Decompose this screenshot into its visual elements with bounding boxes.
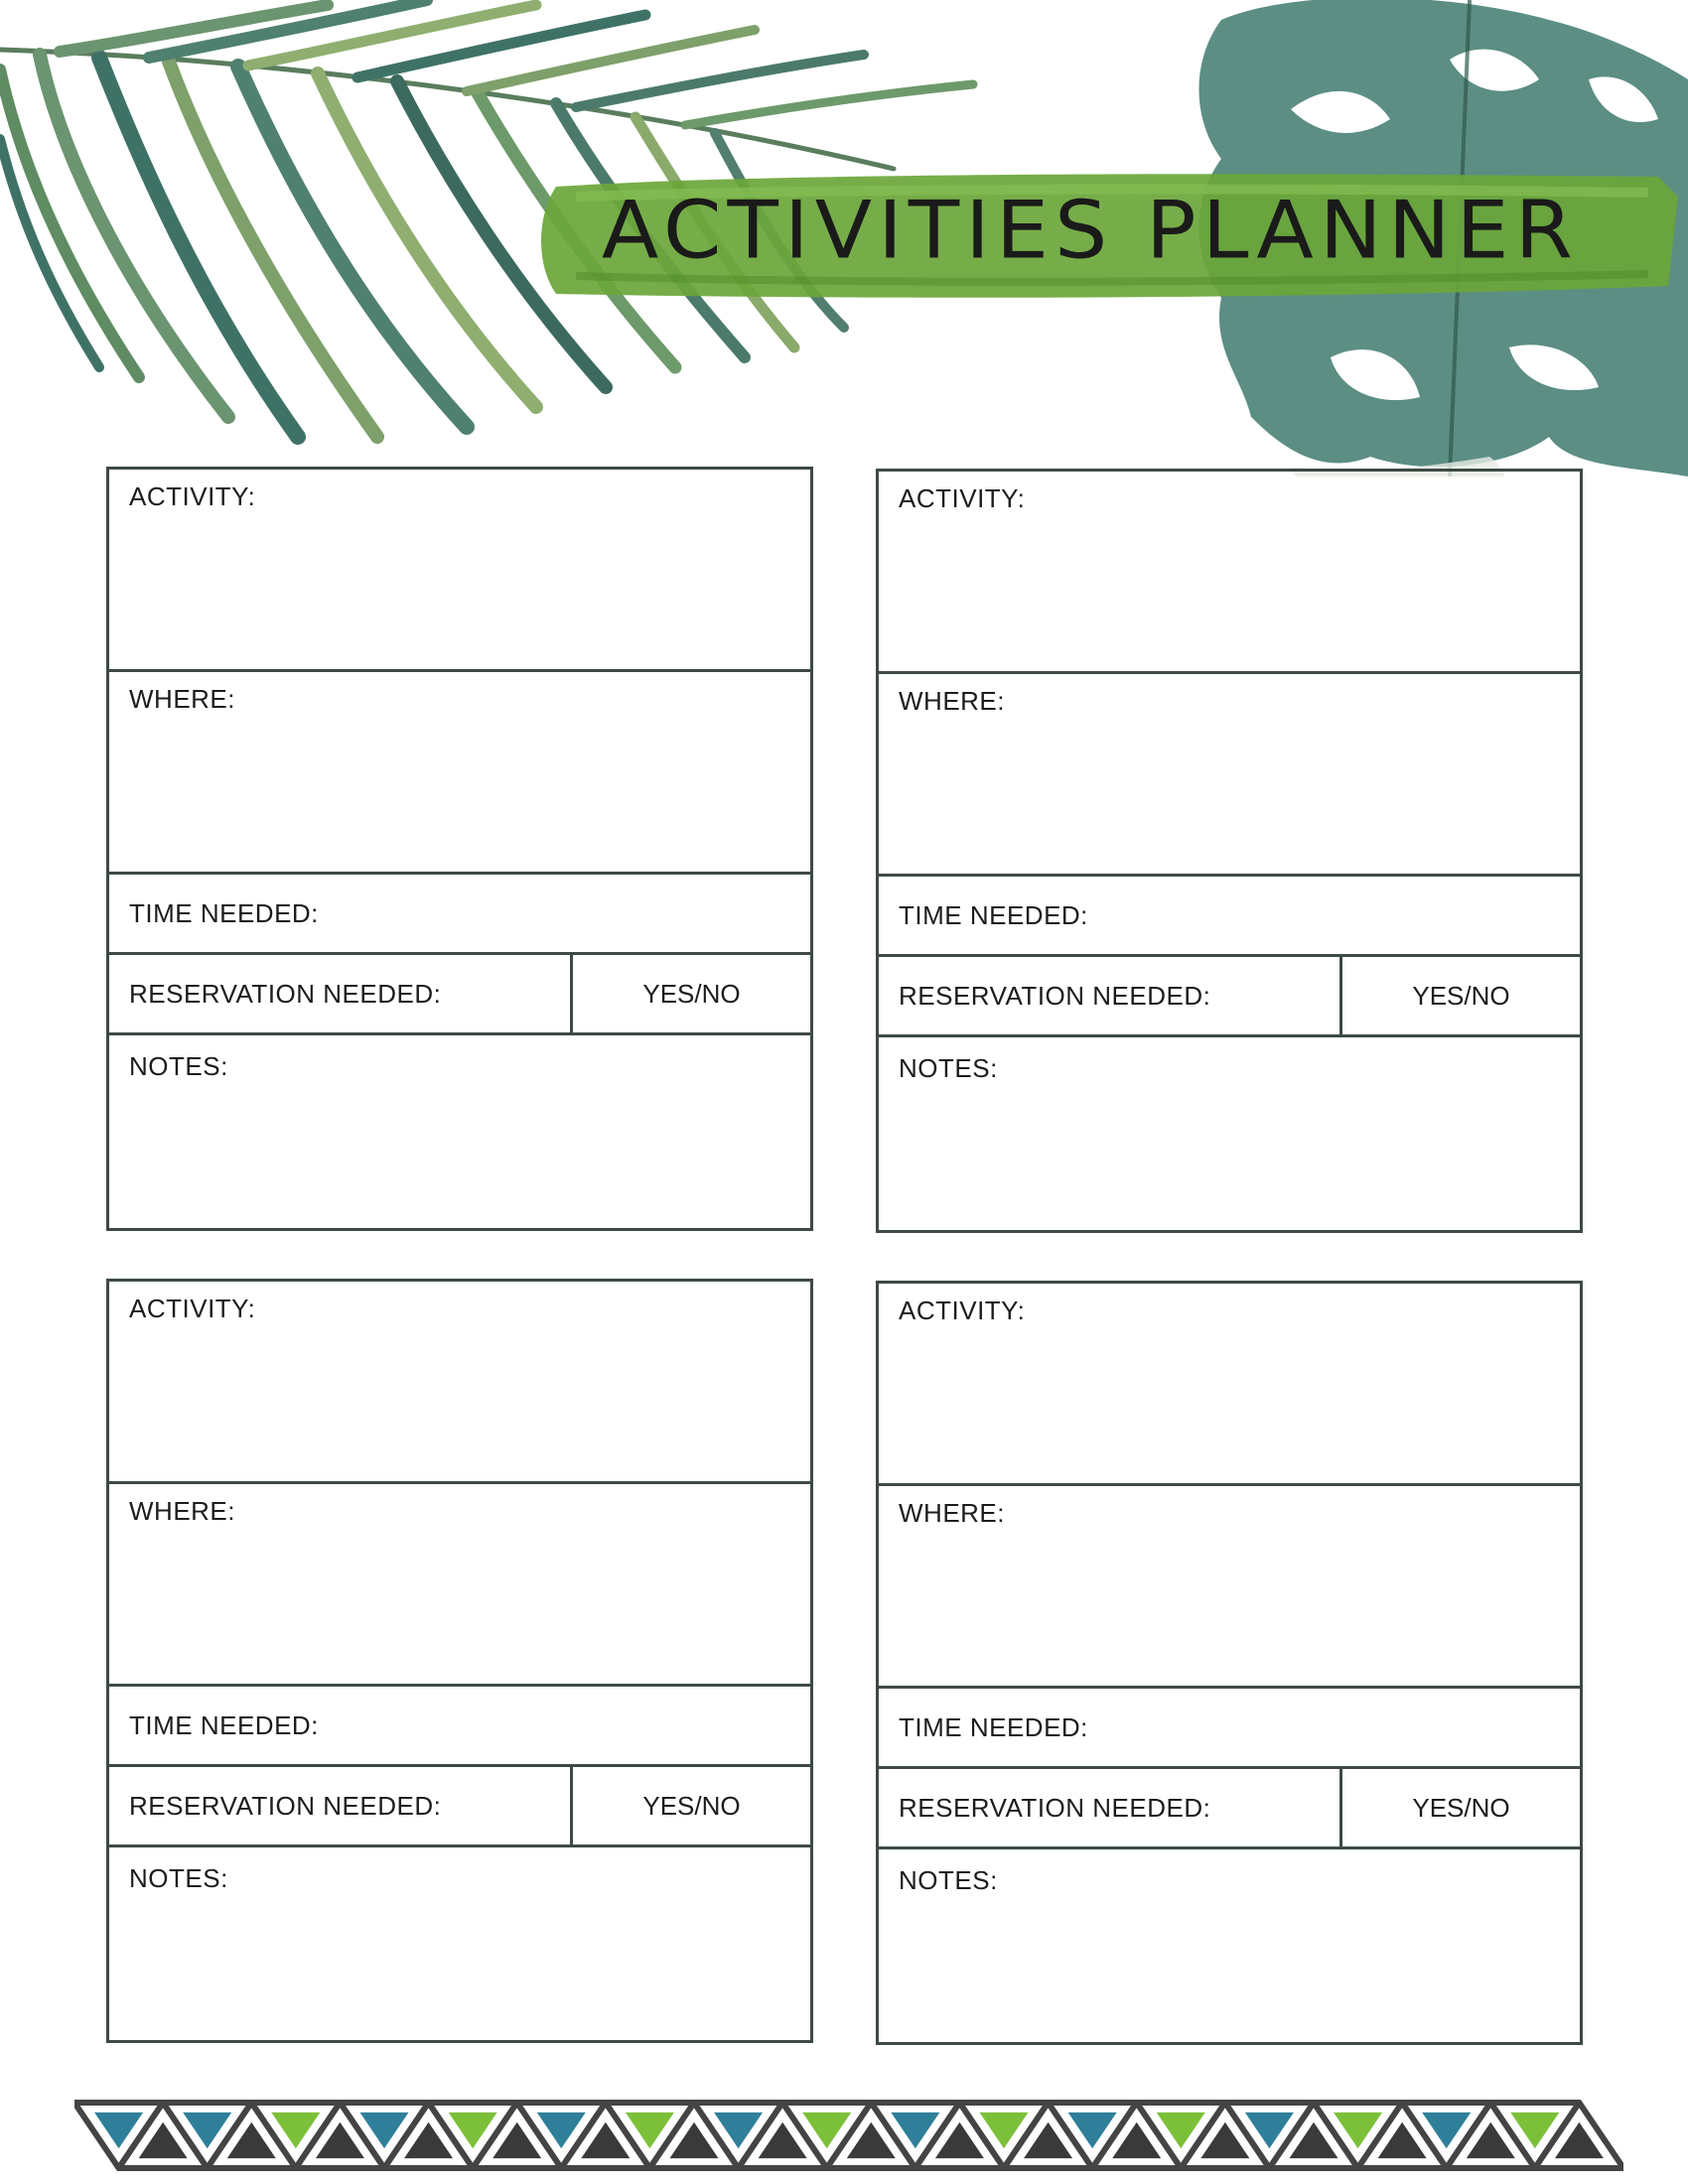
reservation-label: RESERVATION NEEDED: <box>899 1793 1211 1823</box>
where-row[interactable] <box>109 1484 810 1687</box>
where-row[interactable] <box>879 1486 1580 1689</box>
notes-row[interactable] <box>879 1037 1580 1230</box>
activity-card <box>876 1281 1583 2045</box>
yes-no-field[interactable]: YES/NO <box>1339 957 1580 1034</box>
where-label: WHERE: <box>899 686 1005 716</box>
time-needed-label: TIME NEEDED: <box>899 1712 1088 1742</box>
where-row[interactable] <box>879 674 1580 877</box>
time-needed-row[interactable] <box>109 1687 810 1767</box>
where-label: WHERE: <box>129 684 235 714</box>
time-needed-label: TIME NEEDED: <box>129 1710 319 1740</box>
notes-label: NOTES: <box>129 1051 228 1081</box>
where-row[interactable] <box>109 672 810 875</box>
time-needed-row[interactable] <box>879 877 1580 957</box>
activity-label: ACTIVITY: <box>899 483 1026 513</box>
time-needed-row[interactable] <box>879 1689 1580 1769</box>
activity-row[interactable] <box>879 472 1580 674</box>
yes-no-field[interactable]: YES/NO <box>570 1767 810 1844</box>
activity-card <box>106 1279 813 2043</box>
yes-no-field[interactable]: YES/NO <box>570 955 810 1032</box>
notes-row[interactable] <box>109 1035 810 1228</box>
activity-row[interactable] <box>109 1282 810 1484</box>
notes-label: NOTES: <box>899 1865 998 1895</box>
reservation-label: RESERVATION NEEDED: <box>129 979 442 1009</box>
reservation-row <box>879 957 1580 1037</box>
triangle-border-decoration <box>74 2097 1623 2174</box>
where-label: WHERE: <box>899 1498 1005 1528</box>
page-title: ACTIVITIES PLANNER <box>601 184 1579 277</box>
activity-card <box>106 467 813 1231</box>
reservation-label: RESERVATION NEEDED: <box>899 981 1211 1011</box>
time-needed-label: TIME NEEDED: <box>129 898 319 928</box>
reservation-label: RESERVATION NEEDED: <box>129 1791 442 1821</box>
activity-label: ACTIVITY: <box>129 481 256 511</box>
activity-label: ACTIVITY: <box>129 1294 256 1323</box>
reservation-row <box>109 955 810 1035</box>
time-needed-row[interactable] <box>109 875 810 955</box>
reservation-row <box>879 1769 1580 1849</box>
notes-label: NOTES: <box>899 1053 998 1083</box>
time-needed-label: TIME NEEDED: <box>899 900 1088 930</box>
yes-no-field[interactable]: YES/NO <box>1339 1769 1580 1846</box>
activity-row[interactable] <box>109 470 810 672</box>
activity-card <box>876 469 1583 1233</box>
activity-label: ACTIVITY: <box>899 1296 1026 1325</box>
where-label: WHERE: <box>129 1496 235 1526</box>
activity-row[interactable] <box>879 1284 1580 1486</box>
reservation-row <box>109 1767 810 1847</box>
notes-row[interactable] <box>879 1849 1580 2042</box>
notes-row[interactable] <box>109 1847 810 2040</box>
notes-label: NOTES: <box>129 1863 228 1893</box>
